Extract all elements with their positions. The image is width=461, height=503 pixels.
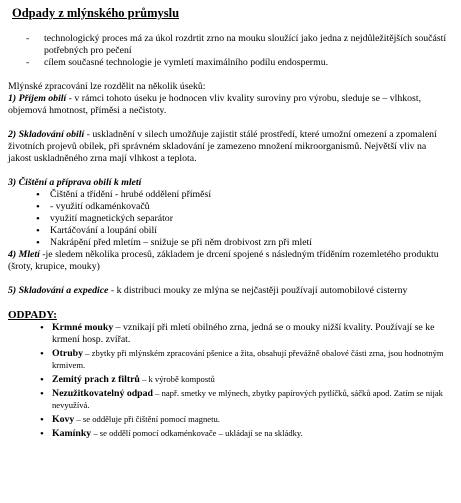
section-prijem <box>8 93 449 117</box>
section-text: - k distribuci mouky ze mlýna se nejčastěji používají automobilové cisterny <box>108 285 408 296</box>
odpad-text: – např. smetky ve mlýnech, zbytky papírových pytlíčků, sáčků apod. Zatím se nijak nevyužívá. <box>52 388 443 410</box>
odpad-text: – vznikají při mletí obilného zrna, jedná se o mouky nižší kvality. Používají se ke krmení hosp. zvířat. <box>52 322 435 345</box>
odpad-term: Otruby <box>52 348 84 359</box>
section-text: - uskladnění v silech umožňuje zajistit stálé prostředí, které umožní omezení a zpomalení životních projevů obilek, při správném skladování je zamezeno množení mikroorganismů. Největší vliv na jakost uskladněného zrna mají vlhkost a teplota. <box>8 129 437 164</box>
odpady-list <box>8 322 449 440</box>
list-item: • Nakrápění před mletím – snižuje se při něm drobivost zrn při mletí <box>36 237 449 249</box>
section-heading: 3) Čištění a příprava obilí k mletí <box>8 177 142 188</box>
list-subitem: - využití odkaménkovačů <box>50 201 150 212</box>
odpad-item <box>40 322 449 346</box>
odpad-item <box>40 428 449 440</box>
odpad-text: – se odděluje při čištění pomocí magnetu. <box>74 414 220 424</box>
section-heading: 4) Mletí <box>8 249 40 260</box>
odpad-item <box>40 414 449 426</box>
odpad-text: – zbytky při mlýnském zpracování pšenice a žita, obsahují převážně obalové části zrna, jsou hodnotným krmivem. <box>52 348 444 370</box>
page-title: Odpady z mlýnského průmyslu <box>12 6 180 20</box>
odpady-heading: ODPADY: <box>8 309 57 321</box>
section-text: -je sledem několika procesů, základem je drcení spojené s následným tříděním rozemletého produktu (šroty, krupice, mouky) <box>8 249 439 272</box>
list-item: • Čištění a třídění - hrubé oddělení příměsí <box>36 189 449 201</box>
section-text: - v rámci tohoto úseku je hodnocen vliv kvality suroviny pro výrobu, sleduje se – vlhkost, objemová hmotnost, příměsi a nečistoty. <box>8 93 422 116</box>
odpad-term: Kovy <box>52 414 75 425</box>
odpad-item <box>40 388 449 412</box>
odpad-term: Zemitý prach z filtrů <box>52 374 140 385</box>
odpad-text: – k výrobě kompostů <box>139 374 215 384</box>
section-heading: 5) Skladování a expedice <box>8 285 109 296</box>
intro-item: - technologický proces má za úkol rozdrtit zrno na mouku sloužící jako jedna z nejdůležitějších součástí potřebných pro pečení <box>26 33 449 57</box>
odpad-term: Nezužitkovatelný odpad <box>52 388 153 399</box>
intro-list <box>8 33 449 69</box>
odpad-term: Kamínky <box>52 428 92 439</box>
cisteni-list <box>8 189 449 249</box>
odpad-term: Krmné mouky <box>52 322 114 333</box>
odpad-item <box>40 374 449 386</box>
odpad-text: – se oddělí pomocí odkaménkovače – ukládají se na skládky. <box>91 428 303 438</box>
section-skladovani <box>8 129 449 165</box>
list-item <box>36 201 449 213</box>
section-mleti <box>8 249 449 273</box>
lead-text: Mlýnské zpracování lze rozdělit na několik úseků: <box>8 81 206 92</box>
intro-item: - cílem současné technologie je vymletí maximálního podílu endospermu. <box>26 57 449 69</box>
section-heading: 1) Příjem obilí <box>8 93 67 104</box>
section-heading: 2) Skladování obilí <box>8 129 85 140</box>
odpad-item <box>40 348 449 372</box>
list-item: • Kartáčování a loupání obilí <box>36 225 449 237</box>
list-item: • využití magnetických separátor <box>36 213 449 225</box>
section-expedice <box>8 285 449 297</box>
